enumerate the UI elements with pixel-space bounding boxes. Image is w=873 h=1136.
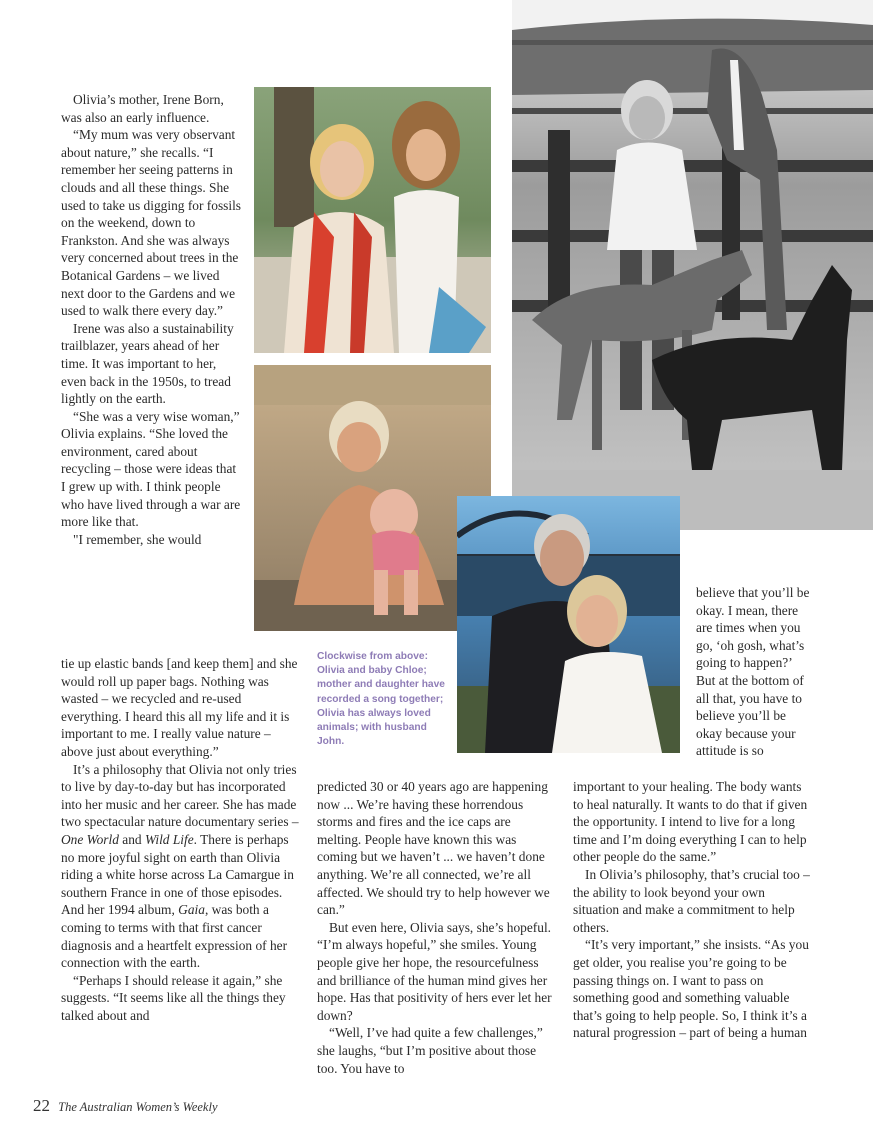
photo-olivia-with-husband [457,496,680,753]
column-3-bottom [573,778,811,1042]
photo-olivia-and-daughter [254,87,491,353]
paragraph: It’s a philosophy that Olivia not only tries to live by day-to-day but has incorporated into her music and her career. She has made two spectacular nature documentary series – One World and Wild Life. There is perhaps no more joyful sight on earth than Olivia riding a white horse across La Camargue in southern France in one of those episodes. And her 1994 album, Gaia, was both a coming to terms with that first cancer diagnosis and a heartfelt expression of her connection with the earth. [61,761,299,971]
column-2 [317,778,557,1077]
photo-caption: Clockwise from above: Olivia and baby Chloe; mother and daughter have recorded a song together; Olivia has always loved animals; with husband John. [317,651,445,748]
page-footer [33,1096,218,1116]
photo-olivia-with-animals [512,0,873,530]
column-1-top [61,91,241,548]
paragraph: “It’s very important,” she insists. “As you get older, you realise you’re going to be passing things on. I want to pass on something good and something valuable that’s going to help people. So, I think it’s a natural progression – part of being a human [573,937,809,1041]
magazine-name: The Australian Women’s Weekly [58,1100,218,1114]
photo-olivia-and-baby [254,365,491,631]
paragraph: important to your healing. The body wants to heal naturally. It wants to do that if given the opportunity. I intend to live for a long time and I’m doing everything I can to help other people do the same.” [573,779,808,865]
paragraph: In Olivia’s philosophy, that’s crucial too – the ability to look beyond your own situation and make a commitment to help others. [573,866,810,935]
column-3-top [696,584,814,760]
paragraph: "I remember, she would [73,531,202,547]
paragraph: Olivia’s mother, Irene Born, was also an early influence. [61,92,224,125]
paragraph: But even here, Olivia says, she’s hopeful. “I’m always hopeful,” she smiles. Young people give her hope, the resourcefulness and brilliance of the human mind gives her hope. Has that positivity of hers ever let her down? [317,919,552,1023]
paragraph: predicted 30 or 40 years ago are happening now ... We’re having these horrendous storms and fires and the ice caps are melting. People have known this was coming but we haven’t ... we haven’t done anything. We’re all connected, we’re all affected. We should try to help however we can.” [317,779,550,918]
paragraph: believe that you’ll be okay. I mean, there are times when you go, ‘oh gosh, what’s going to happen?’ But at the bottom of all that, you have to believe you’ll be okay because your attitude is so [696,585,810,759]
paragraph: “My mum was very observant about nature,” she recalls. “I remember her seeing patterns in clouds and all these things. She used to take us digging for fossils on the weekend, down to Frankston. And she was always very concerned about trees in the Botanical Gardens – we lived next door to the Gardens and we used to walk there every day.” [61,127,242,319]
column-1-bottom [61,655,299,1024]
paragraph: “Well, I’ve had quite a few challenges,” she laughs, “but I’m positive about those too. You have to [317,1025,543,1076]
page-number: 22 [33,1096,50,1115]
paragraph: Irene was also a sustainability trailblazer, years ahead of her time. It was important to her, even back in the 1950s, to tread lightly on the earth. [61,320,234,407]
paragraph: “Perhaps I should release it again,” she suggests. “It seems like all the things they talked about and [61,972,286,1023]
paragraph: tie up elastic bands [and keep them] and she would roll up paper bags. Nothing was wasted – we recycled and re-used everything. I heard this all my life and it is important to me. I really value nature – above just about everything.” [61,656,298,759]
paragraph: “She was a very wise woman,” Olivia explains. “She loved the environment, cared about recycling – those were ideas that I grew up with. I think people who have lived through a war are more like that. [61,408,241,530]
